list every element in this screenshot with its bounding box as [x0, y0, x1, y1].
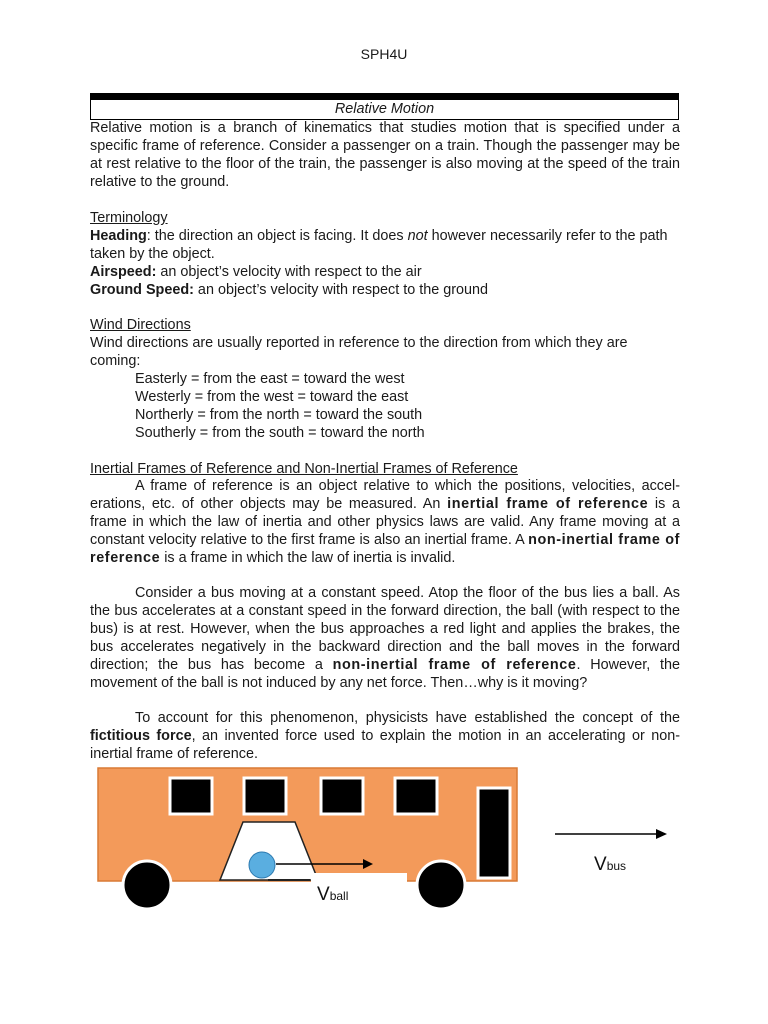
vball-label-subscript: ball: [329, 889, 349, 903]
bus-door: [478, 788, 510, 878]
frames-p1-term-non-inertial: non-inertial frame of reference: [90, 532, 680, 566]
airspeed-term: Airspeed:: [90, 264, 157, 280]
bus-wheel-front: [417, 861, 465, 909]
vball-label-v: V: [317, 884, 330, 905]
heading-definition-text-b: however necessarily refer to the path taken by the object.: [90, 228, 668, 262]
page-title: Relative Motion: [90, 100, 679, 120]
wind-item-northerly: Northerly = from the north = toward the south: [135, 407, 423, 423]
terminology-heading: Terminology: [90, 210, 168, 226]
ball: [249, 852, 275, 878]
bus-window-1: [170, 778, 212, 814]
frames-p2-text-c: . However, the movement of the ball is not induced by any net force. Then…why is it moving?: [90, 657, 680, 691]
frames-p1-term-inertial: inertial frame of reference: [447, 496, 649, 512]
groundspeed-definition-text: an object’s velocity with respect to the ground: [193, 282, 489, 298]
vbus-label: [594, 854, 626, 875]
wind-item-westerly: Westerly = from the west = toward the east: [135, 389, 409, 405]
heading-term: Heading: [90, 228, 147, 244]
frames-p1-text-d: is a frame in which the law of inertia is invalid.: [160, 550, 456, 566]
vbus-label-v: V: [594, 854, 607, 875]
bus-window-3: [321, 778, 363, 814]
heading-definition-text-a: : the direction an object is facing. It does: [146, 228, 408, 244]
intro-paragraph: Relative motion is a branch of kinematics that studies motion that is specified under a specific frame of reference. Consider a passenger on a train. Though the passenger may be at rest relative to the floor of the train, the passenger is also moving at the speed of the train relative to the ground.: [90, 120, 680, 190]
vbus-label-subscript: bus: [606, 859, 627, 873]
bus-window-4: [395, 778, 437, 814]
frames-p3-text-c: , an invented force used to explain the motion in an accelerating or non-inertial frame of reference.: [90, 728, 680, 762]
frames-p1-text-a: A frame of reference is an object relative to which the positions, velocities, accel- erations, etc. of other objects may be measured. An: [90, 478, 680, 512]
wind-intro: Wind directions are usually reported in reference to the direction from which they are coming:: [90, 335, 628, 369]
frames-heading: Inertial Frames of Reference and Non-Inertial Frames of Reference: [90, 461, 518, 477]
groundspeed-term: Ground Speed:: [90, 282, 194, 298]
wind-item-easterly: Easterly = from the east = toward the west: [135, 371, 405, 387]
wind-item-southerly: Southerly = from the south = toward the north: [135, 425, 425, 441]
bus-wheel-rear: [123, 861, 171, 909]
wind-heading: Wind Directions: [90, 317, 191, 333]
frames-p1-text-c: is a frame in which the law of inertia and other physics laws are valid. Any frame moving at a constant velocity relative to the first frame is also an inertial frame. A: [90, 496, 680, 548]
bus-window-2: [244, 778, 286, 814]
bus-velocity-arrowhead: [656, 829, 667, 839]
frames-p2-text-a: Consider a bus moving at a constant speed. Atop the floor of the bus lies a ball. As the bus accelerates at a constant speed in the forward direction, the ball (with respect to the bus) is at rest. However, when the bus approaches a red light and applies the brakes, the bus accelerates negatively in the backward direction and the ball moves in the forward direction; the bus has become a: [90, 585, 680, 673]
frames-p3-text-a: To account for this phenomenon, physicists have established the concept of the: [135, 710, 680, 726]
frames-p3-term-fictitious-force: fictitious force: [90, 728, 192, 744]
heading-definition-emphasis: not: [407, 228, 428, 244]
course-code: SPH4U: [360, 46, 408, 62]
airspeed-definition-text: an object’s velocity with respect to the air: [156, 264, 422, 280]
frames-p2-term-non-inertial: non-inertial frame of reference: [332, 657, 577, 673]
